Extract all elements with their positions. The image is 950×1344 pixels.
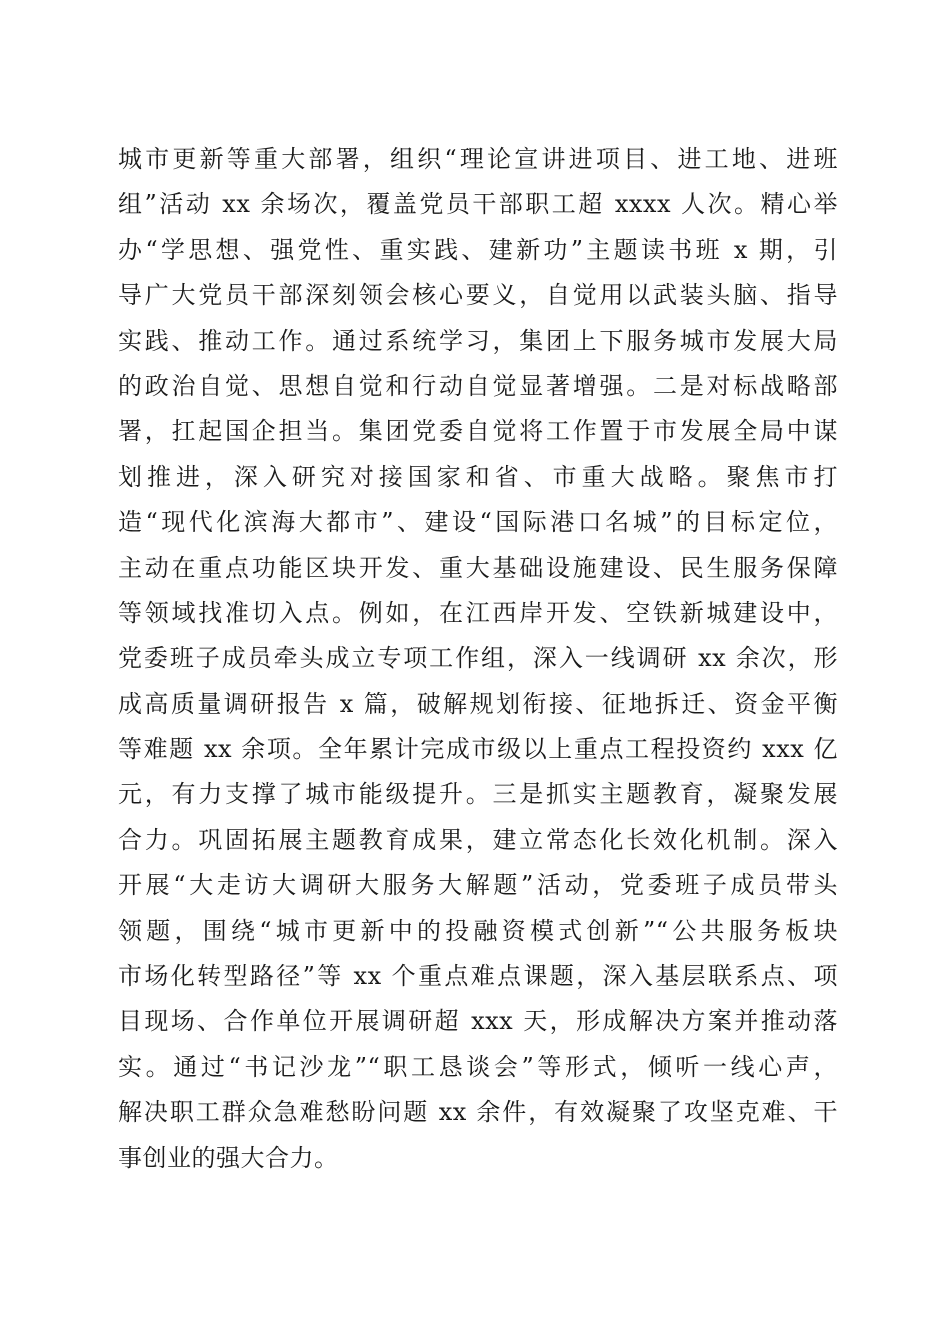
text-line-15: 元，有力支撑了城市能级提升。三是抓实主题教育，凝聚发展 [118,780,838,809]
text-line-22: 解决职工群众急难愁盼问题 xx 余件，有效凝聚了攻坚克难、干 [118,1098,838,1127]
text-line-14: 等难题 xx 余项。全年累计完成市级以上重点工程投资约 xxx 亿 [118,735,838,764]
text-line-9: 造“现代化滨海大都市”、建设“国际港口名城”的目标定位， [118,508,838,537]
text-line-3: 办“学思想、强党性、重实践、建新功”主题读书班 x 期，引 [118,235,838,264]
text-line-1: 城市更新等重大部署，组织“理论宣讲进项目、进工地、进班 [118,145,838,173]
text-line-2: 组”活动 xx 余场次，覆盖党员干部职工超 xxxx 人次。精心举 [118,190,838,219]
text-line-6: 的政治自觉、思想自觉和行动自觉显著增强。二是对标战略部 [118,371,838,400]
text-line-18: 领题，围绕“城市更新中的投融资模式创新”“公共服务板块 [118,916,838,945]
text-line-19: 市场化转型路径”等 xx 个重点难点课题，深入基层联系点、项 [118,962,838,991]
text-line-20: 目现场、合作单位开展调研超 xxx 天，形成解决方案并推动落 [118,1007,838,1036]
text-line-16: 合力。巩固拓展主题教育成果，建立常态化长效化机制。深入 [118,825,838,854]
text-line-7: 署，扛起国企担当。集团党委自觉将工作置于市发展全局中谋 [118,417,838,446]
text-line-4: 导广大党员干部深刻领会核心要义，自觉用以武装头脑、指导 [118,281,838,310]
text-line-5: 实践、推动工作。通过系统学习，集团上下服务城市发展大局 [118,326,838,355]
text-line-10: 主动在重点功能区块开发、重大基础设施建设、民生服务保障 [118,553,838,582]
text-line-8: 划推进，深入研究对接国家和省、市重大战略。聚焦市打 [118,462,838,491]
text-line-12: 党委班子成员牵头成立专项工作组，深入一线调研 xx 余次，形 [118,644,838,673]
body-paragraph [118,137,838,1181]
text-line-13: 成高质量调研报告 x 篇，破解规划衔接、征地拆迁、资金平衡 [118,689,838,718]
text-line-21: 实。通过“书记沙龙”“职工恳谈会”等形式，倾听一线心声， [118,1052,838,1081]
text-line-17: 开展“大走访大调研大服务大解题”活动，党委班子成员带头 [118,871,838,900]
text-line-11: 等领域找准切入点。例如，在江西岸开发、空铁新城建设中， [118,598,838,627]
text-line-23: 事创业的强大合力。 [118,1143,339,1172]
